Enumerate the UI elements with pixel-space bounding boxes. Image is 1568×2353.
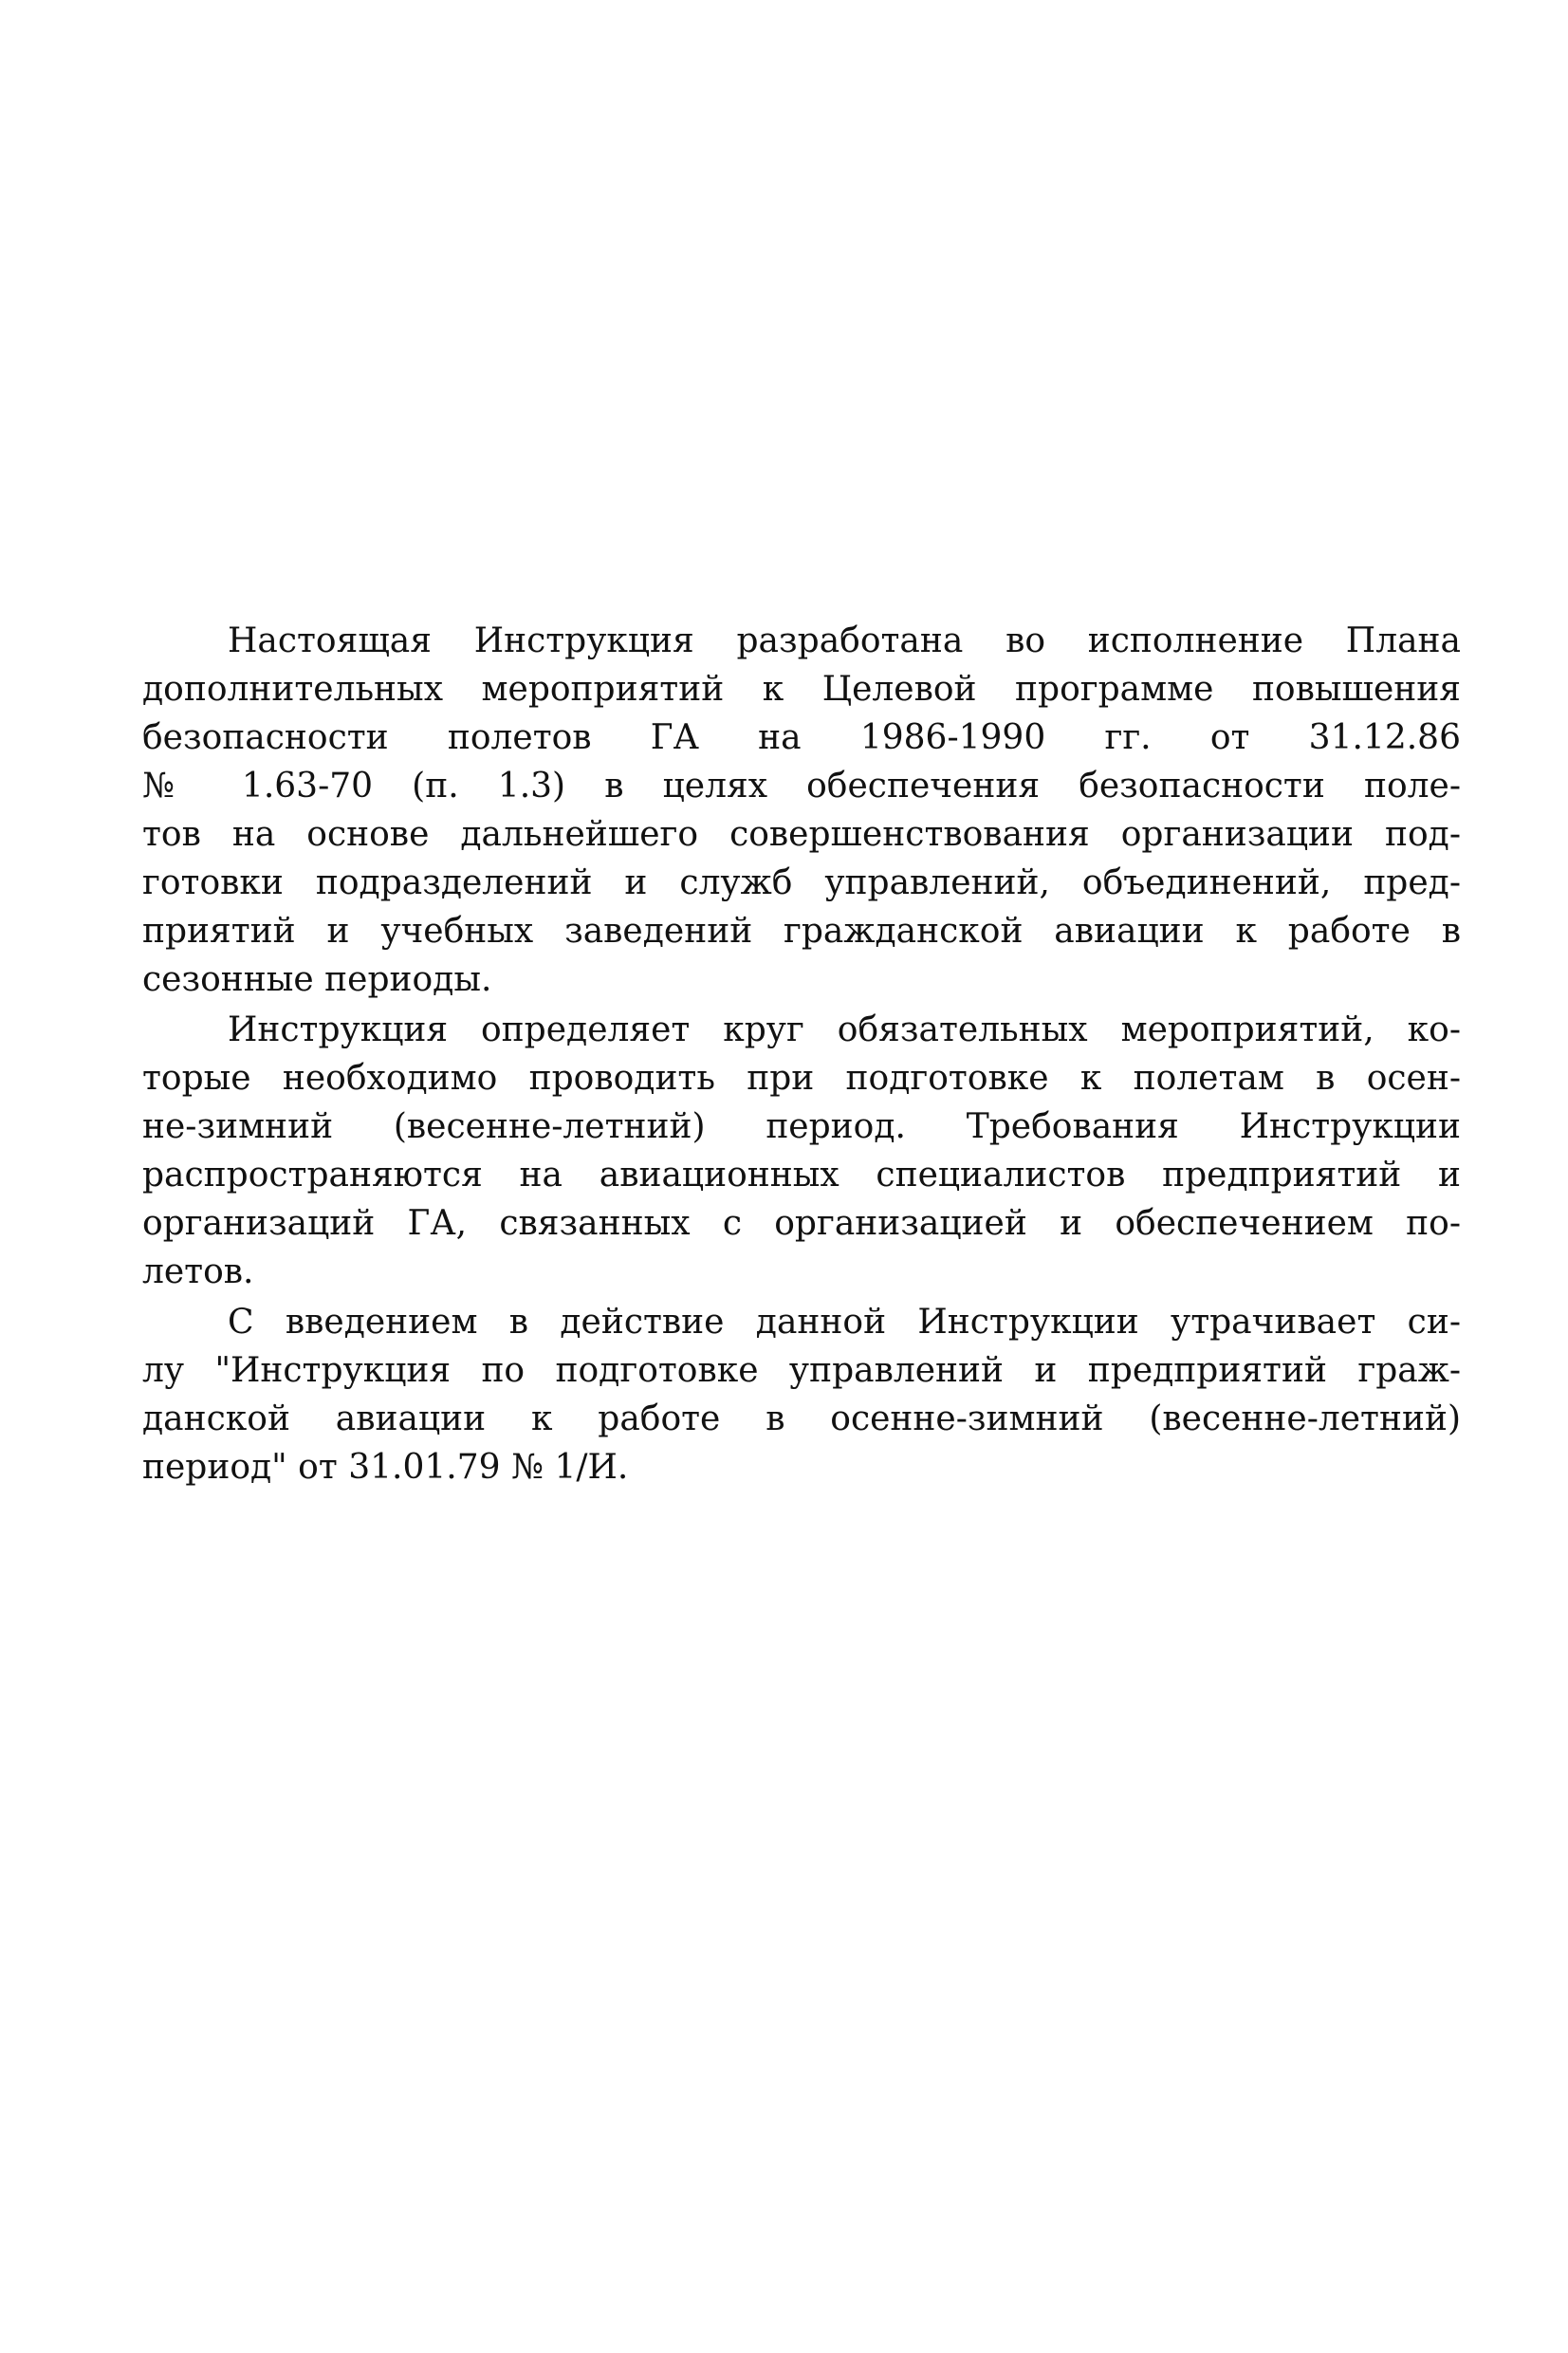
text-line: сезонные периоды.: [142, 960, 492, 999]
text-line: Инструкция определяет круг обязательных мероприятий, ко-: [228, 1010, 1461, 1049]
paragraph-2: [142, 1006, 1461, 1296]
text-line: распространяются на авиационных специалистов предприятий и: [142, 1156, 1461, 1195]
text-line: готовки подразделений и служб управлений, объединений, пред-: [142, 863, 1461, 902]
paragraph-3: [142, 1298, 1461, 1491]
text-line: Настоящая Инструкция разработана во исполнение Плана: [228, 621, 1461, 660]
text-line: лу "Инструкция по подготовке управлений и предприятий граж-: [142, 1351, 1461, 1390]
text-line: приятий и учебных заведений гражданской авиации к работе в: [142, 912, 1461, 951]
text-line: не-зимний (весенне-летний) период. Требования Инструкции: [142, 1107, 1461, 1146]
text-line: торые необходимо проводить при подготовке к полетам в осен-: [142, 1059, 1461, 1098]
text-line: летов.: [142, 1252, 254, 1291]
text-line: дополнительных мероприятий к Целевой программе повышения: [142, 670, 1461, 709]
text-line: тов на основе дальнейшего совершенствования организации под-: [142, 815, 1461, 854]
document-text: [142, 617, 1461, 1491]
text-line: № 1.63-70 (п. 1.3) в целях обеспечения безопасности поле-: [142, 767, 1461, 806]
text-line: С введением в действие данной Инструкции утрачивает си-: [228, 1303, 1461, 1342]
text-line: безопасности полетов ГА на 1986-1990 гг. от 31.12.86: [142, 718, 1461, 757]
paragraph-1: [142, 617, 1461, 1004]
text-line: данской авиации к работе в осенне-зимний (весенне-летний): [142, 1399, 1461, 1438]
text-line: организаций ГА, связанных с организацией и обеспечением по-: [142, 1204, 1461, 1243]
text-line: период" от 31.01.79 № 1/И.: [142, 1448, 629, 1487]
